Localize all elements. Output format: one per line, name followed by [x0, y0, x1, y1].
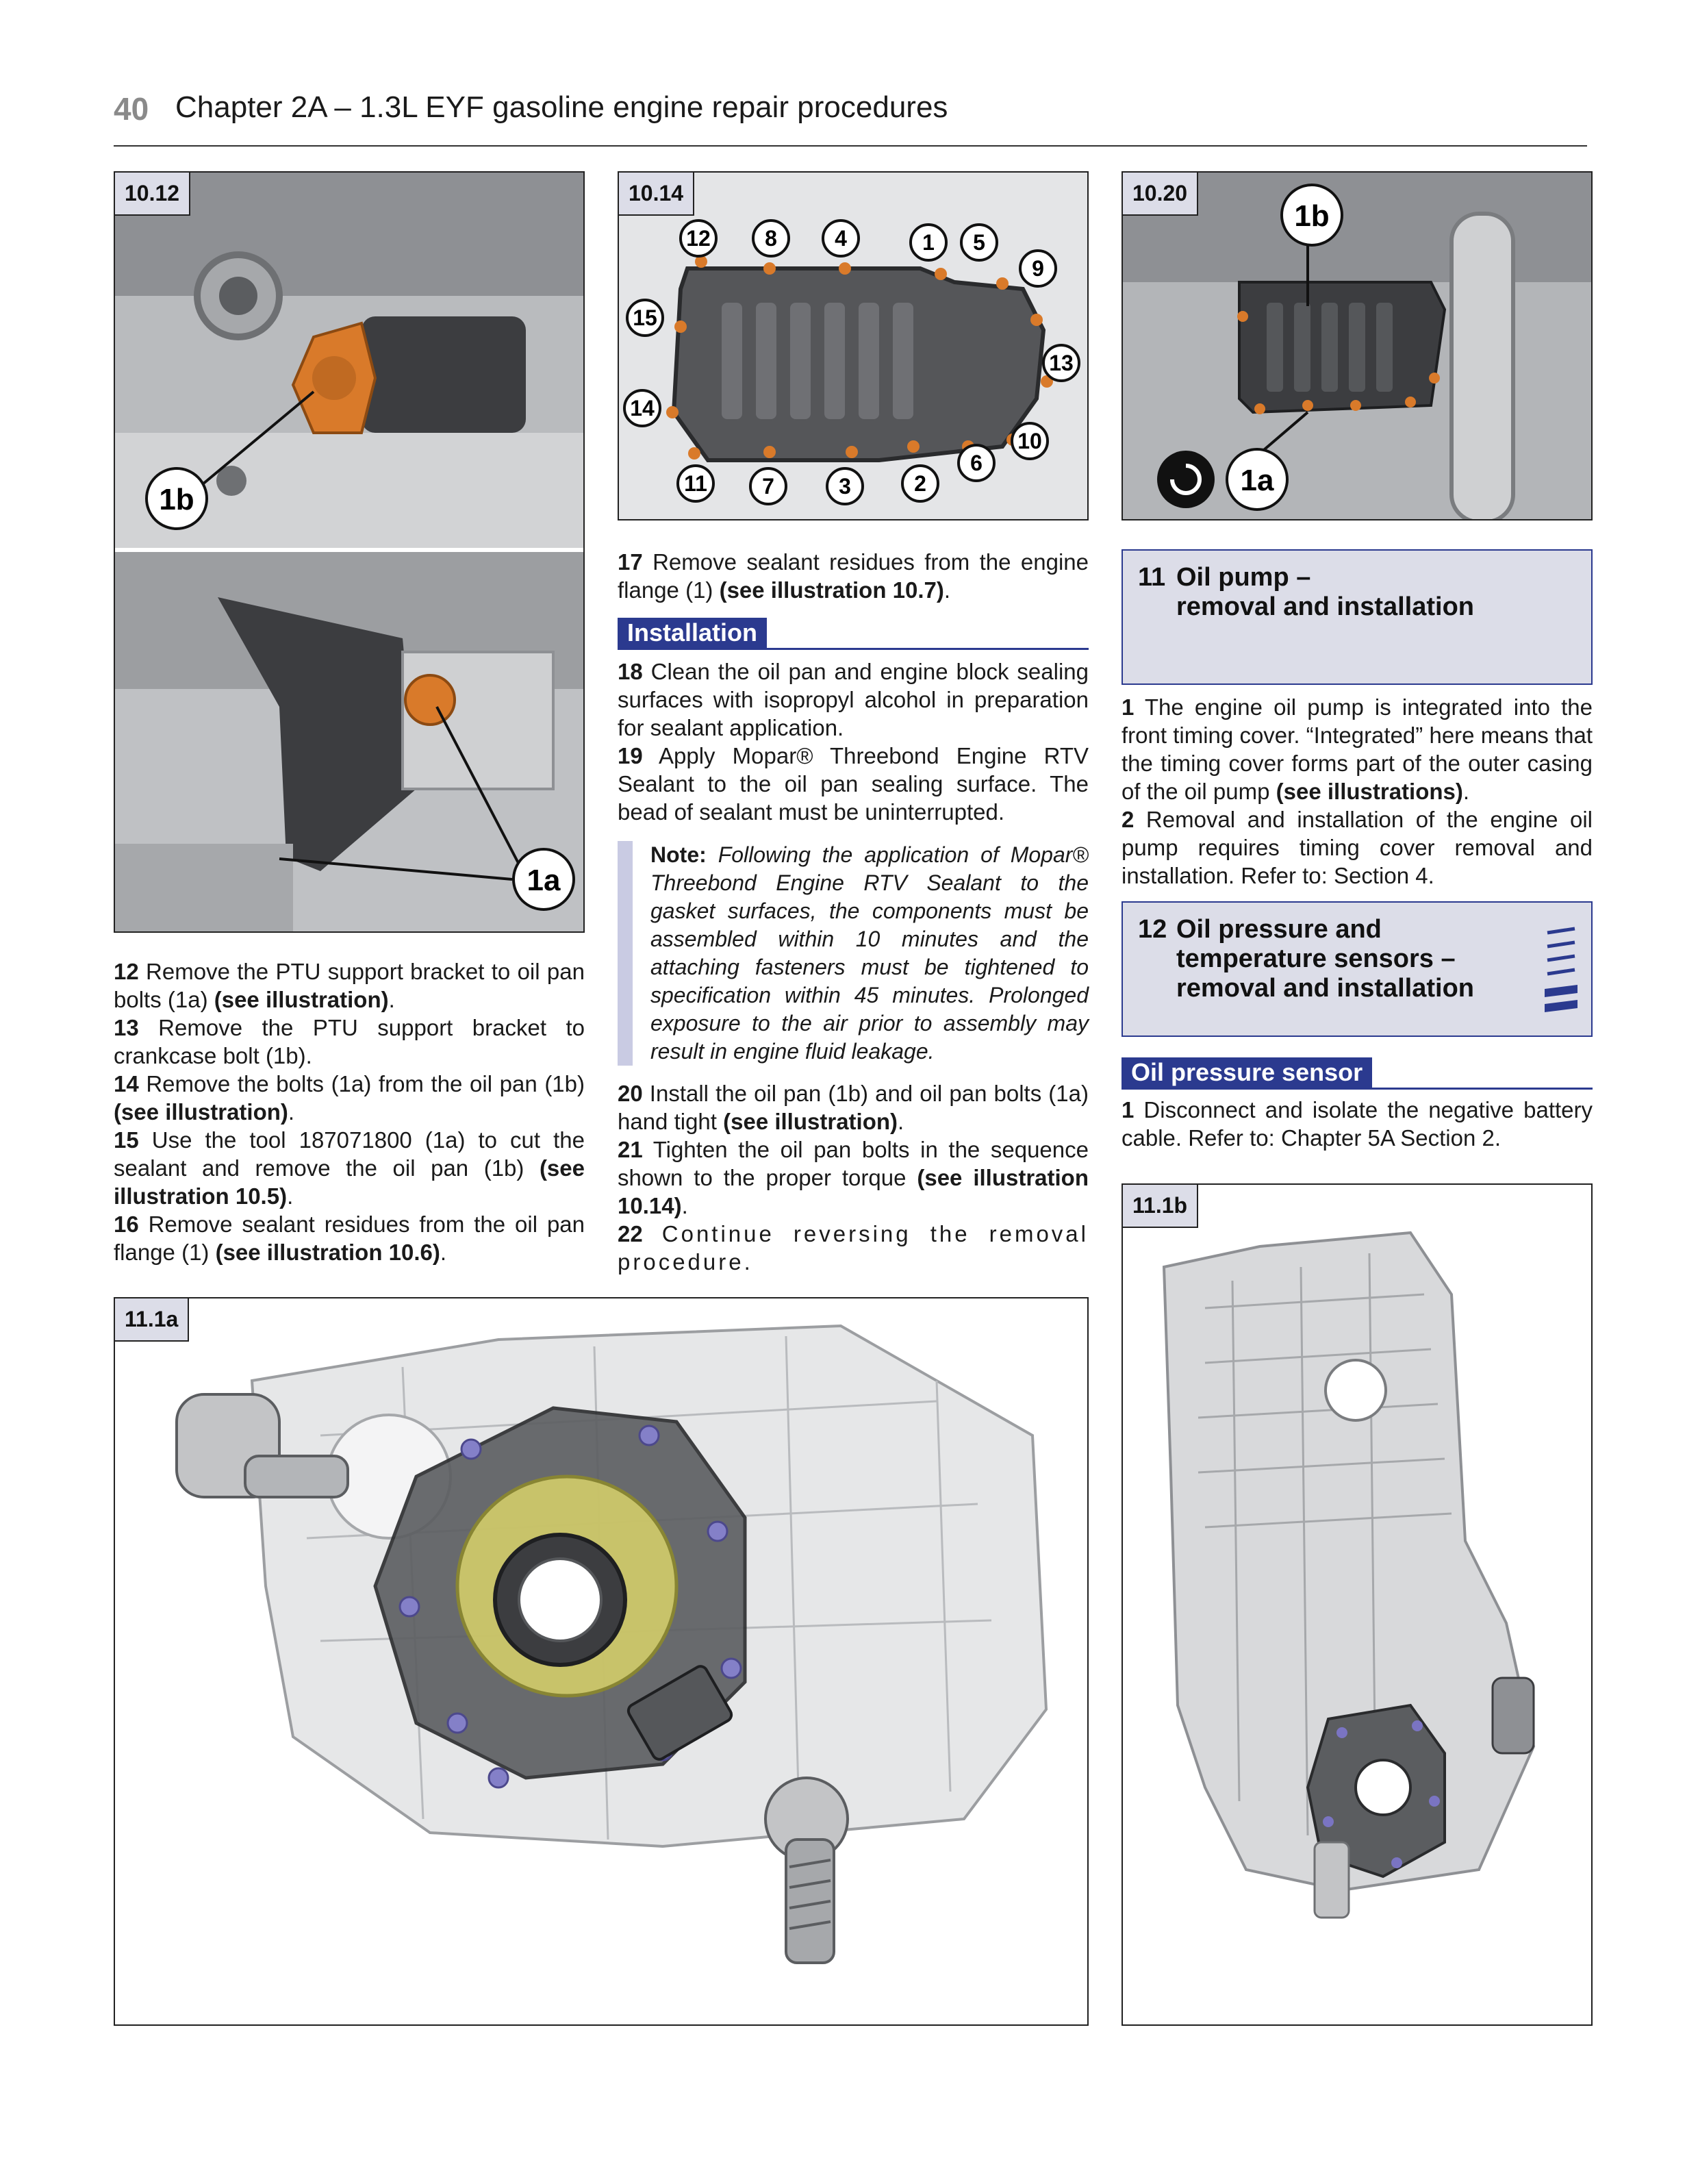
figure-10-20 [1122, 171, 1593, 520]
figure-11-1a-oil-pump [115, 1298, 1089, 2026]
section-11-heading: 11 Oil pump – removal and installation [1122, 549, 1593, 685]
step-13: 13 Remove the PTU support bracket to crankcase bolt (1b). [114, 1015, 585, 1068]
figure-10-14-oil-pan [619, 173, 1089, 520]
callout-4: 4 [835, 226, 847, 251]
step-14: 14 Remove the bolts (1a) from the oil pan (1b) (see illustration). [114, 1071, 585, 1125]
callout-9: 9 [1032, 256, 1044, 281]
callout-13: 13 [1049, 351, 1074, 375]
step-19: 19 Apply Mopar® Threebond Engine RTV Sealant to the oil pan sealing surface. The bead of sealant must be uninterrupted. [618, 743, 1089, 825]
callout-5: 5 [973, 230, 985, 255]
page-number: 40 [114, 91, 149, 127]
callout-12: 12 [686, 226, 711, 251]
step-15: 15 Use the tool 187071800 (1a) to cut the sealant and remove the oil pan (1b) (see illustration 10.5). [114, 1127, 585, 1209]
figure-label: 10.12 [115, 173, 190, 216]
figure-10-12 [114, 171, 585, 933]
column-2-installation-text [618, 657, 1089, 826]
callout-14: 14 [630, 396, 655, 421]
step-18: 18 Clean the oil pan and engine block sealing surfaces with isopropyl alcohol in preparation for sealant application. [618, 659, 1089, 740]
step-12: 12 Remove the PTU support bracket to oil pan bolts (1a) (see illustration). [114, 959, 585, 1012]
section-12-heading: 12 Oil pressure and temperature sensors – removal and installation [1122, 901, 1593, 1037]
figure-11-1a [114, 1297, 1089, 2026]
page-header [114, 88, 1587, 147]
callout-1: 1 [922, 230, 935, 255]
callout-1b: 1b [159, 483, 194, 516]
step-20: 20 Install the oil pan (1b) and oil pan bolts (1a) hand tight (see illustration). [618, 1081, 1089, 1134]
step-21: 21 Tighten the oil pan bolts in the sequence shown to the proper torque (see illustration 10.14). [618, 1137, 1089, 1218]
callout-1b: 1b [1294, 199, 1330, 233]
oil-pump-step-2: 2 Removal and installation of the engine oil pump requires timing cover removal and installation. Refer to: Section 4. [1122, 807, 1593, 888]
figure-10-14 [618, 171, 1089, 520]
sensor-step-1: 1 Disconnect and isolate the negative battery cable. Refer to: Chapter 5A Section 2. [1122, 1097, 1593, 1151]
installation-heading: Installation [618, 618, 1089, 650]
figure-11-1b [1122, 1183, 1593, 2026]
callout-2: 2 [914, 471, 926, 496]
callout-10: 10 [1017, 429, 1042, 453]
figure-label: 10.20 [1123, 173, 1198, 216]
callout-3: 3 [839, 474, 851, 499]
figure-label: 11.1b [1123, 1185, 1198, 1228]
oil-pump-step-1: 1 The engine oil pump is integrated into the front timing cover. “Integrated” here means that the timing cover forms part of the outer casing of the oil pump (see illustrations). [1122, 694, 1593, 804]
figure-11-1b-timing-cover [1123, 1185, 1593, 2026]
oil-pressure-sensor-heading: Oil pressure sensor [1122, 1057, 1593, 1090]
figure-label: 10.14 [619, 173, 694, 216]
callout-6: 6 [970, 451, 983, 475]
difficulty-wrench-icon [1541, 923, 1582, 1019]
figure-label: 11.1a [115, 1298, 189, 1342]
column-2-install-steps [618, 1079, 1089, 1276]
column-3-sensor-text [1122, 1096, 1593, 1152]
callout-8: 8 [765, 226, 777, 251]
column-1-text [114, 957, 585, 1266]
chapter-title: Chapter 2A – 1.3L EYF gasoline engine repair procedures [175, 90, 948, 124]
figure-10-12-photo [115, 173, 585, 933]
callout-1a: 1a [1240, 464, 1274, 497]
callout-1a: 1a [527, 864, 561, 897]
figure-10-20-photo [1123, 173, 1593, 520]
callout-15: 15 [633, 305, 657, 330]
sealant-note: Note: Following the application of Mopar® Threebond Engine RTV Sealant to the gasket surfaces, the components must be assembled within 10 minutes and the attaching fasteners must be tightened to specification within 45 minutes. Prolonged exposure to the air prior to assembly may result in engine fluid leakage. [618, 841, 1089, 1066]
column-2-text [618, 548, 1089, 604]
step-22: 22 Continue reversing the removal procedure. [618, 1221, 1089, 1275]
callout-7: 7 [762, 474, 774, 499]
column-3-section-11-text [1122, 693, 1593, 890]
callout-11: 11 [684, 471, 707, 496]
step-17: 17 Remove sealant residues from the engine flange (1) (see illustration 10.7). [618, 549, 1089, 603]
step-16: 16 Remove sealant residues from the oil pan flange (1) (see illustration 10.6). [114, 1212, 585, 1265]
